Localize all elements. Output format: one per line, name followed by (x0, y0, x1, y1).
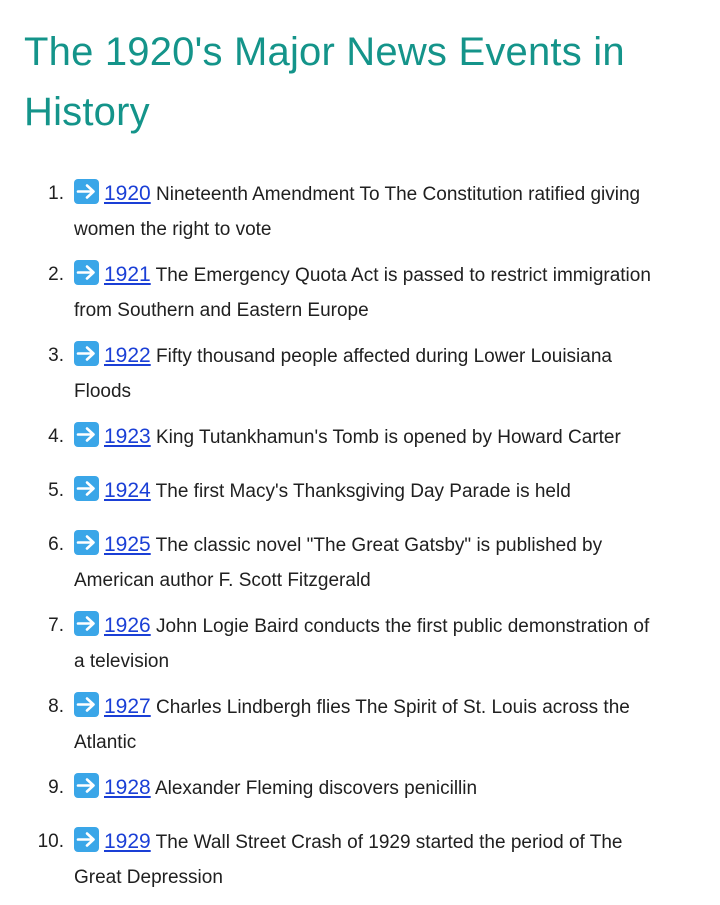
event-text: Nineteenth Amendment To The Constitution ratified giving women the right to vote (74, 184, 641, 240)
list-item (0, 257, 720, 328)
event-text: John Logie Baird conducts the first public demonstration of a television (74, 616, 650, 672)
year-link[interactable]: 1923 (104, 425, 151, 448)
item-number: 2. (48, 264, 64, 285)
right-arrow-icon (74, 773, 99, 798)
right-arrow-icon (74, 476, 99, 501)
page-title: The 1920's Major News Events in History (24, 30, 625, 134)
event-list (0, 176, 720, 905)
right-arrow-icon (74, 341, 99, 366)
year-link[interactable]: 1921 (104, 263, 151, 286)
year-link[interactable]: 1920 (104, 182, 151, 205)
event-text: The Emergency Quota Act is passed to restrict immigration from Southern and Eastern Europe (74, 265, 651, 321)
event-text: Fifty thousand people affected during Lower Louisiana Floods (74, 346, 612, 402)
right-arrow-icon (74, 692, 99, 717)
item-number: 5. (48, 480, 64, 501)
list-item (0, 824, 720, 895)
event-text: Alexander Fleming discovers penicillin (154, 778, 478, 799)
list-item (0, 689, 720, 760)
right-arrow-icon (74, 179, 99, 204)
event-text: King Tutankhamun's Tomb is opened by Howard Carter (156, 427, 621, 448)
list-item (0, 473, 720, 509)
event-text: The first Macy's Thanksgiving Day Parade is held (155, 481, 571, 502)
item-number: 6. (48, 534, 64, 555)
item-number: 8. (48, 696, 64, 717)
year-link[interactable]: 1927 (104, 695, 151, 718)
item-number: 7. (48, 615, 64, 636)
list-item (0, 176, 720, 247)
item-number: 4. (48, 426, 64, 447)
list-item (0, 608, 720, 679)
year-link[interactable]: 1925 (104, 533, 151, 556)
right-arrow-icon (74, 422, 99, 447)
right-arrow-icon (74, 260, 99, 285)
year-link[interactable]: 1924 (104, 479, 151, 502)
list-item (0, 527, 720, 598)
list-item (0, 770, 720, 806)
year-link[interactable]: 1926 (104, 614, 151, 637)
right-arrow-icon (74, 827, 99, 852)
event-text: The classic novel "The Great Gatsby" is published by American author F. Scott Fitzgerald (74, 535, 603, 591)
item-number: 10. (37, 831, 64, 852)
item-number: 3. (48, 345, 64, 366)
year-link[interactable]: 1928 (104, 776, 151, 799)
event-text: The Wall Street Crash of 1929 started the period of The Great Depression (74, 832, 623, 888)
year-link[interactable]: 1929 (104, 830, 151, 853)
item-number: 1. (48, 183, 64, 204)
item-number: 9. (48, 777, 64, 798)
right-arrow-icon (74, 530, 99, 555)
list-item (0, 338, 720, 409)
year-link[interactable]: 1922 (104, 344, 151, 367)
list-item (0, 419, 720, 455)
right-arrow-icon (74, 611, 99, 636)
event-text: Charles Lindbergh flies The Spirit of St. Louis across the Atlantic (74, 697, 630, 753)
